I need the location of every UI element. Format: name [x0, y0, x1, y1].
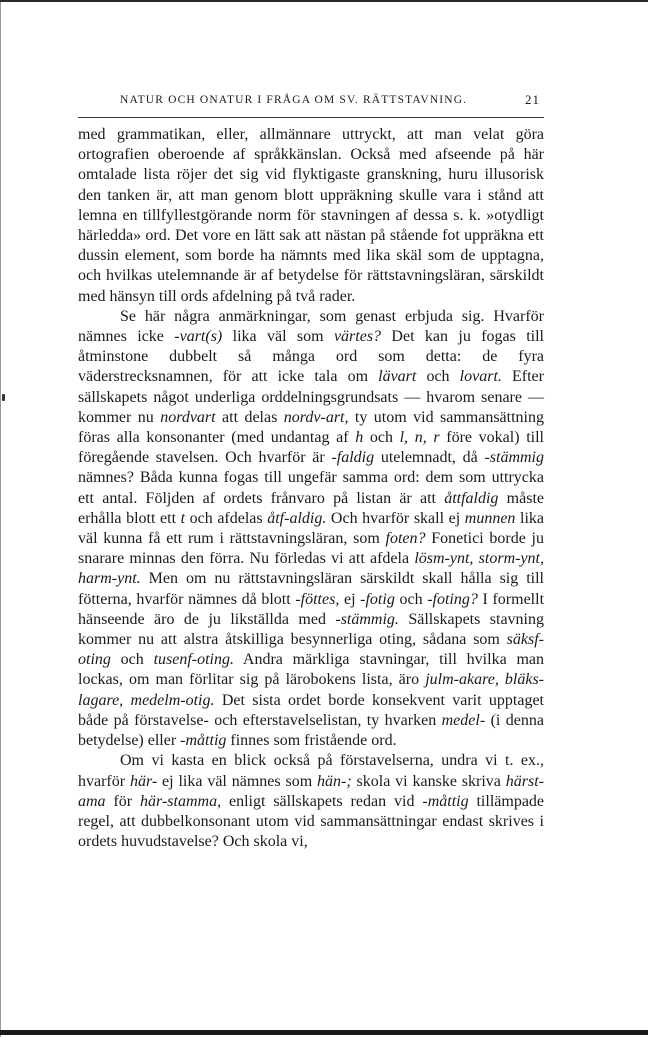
- italic-term: tusenf-oting.: [153, 651, 234, 669]
- page-number: 21: [525, 92, 540, 107]
- text-run: utelemnadt, då: [374, 449, 485, 467]
- text-run: och: [363, 429, 400, 447]
- italic-term: lovart.: [459, 368, 502, 386]
- italic-term: -fotig: [360, 590, 395, 608]
- running-head: [108, 92, 540, 110]
- italic-term: -måttig: [422, 792, 469, 810]
- paragraph: [78, 307, 544, 751]
- italic-term: julm-akare, bläks-lagare, medelm-otig.: [78, 671, 545, 709]
- italic-term: härst-ama: [78, 772, 544, 810]
- text-run: Sällskapets stavning kommer nu att alstra åtskilliga besynnerliga oting, sådana som: [78, 610, 544, 649]
- italic-term: åtf-aldig.: [267, 509, 327, 527]
- text-run: före vokal) till föregående stavelsen. Och hvarför är: [78, 429, 544, 467]
- text-run: och: [416, 368, 460, 386]
- text-run: ty utom vid sammansättning föras alla konsonanter (med undantag af: [78, 408, 544, 447]
- text-run: Fonetici borde ju snarare minnas den förra. Nu förledas vi att afdela: [78, 530, 545, 568]
- italic-term: -stämmig: [484, 449, 544, 467]
- paragraph: [78, 125, 544, 307]
- text-run: (i denna betydelse) eller: [78, 711, 544, 750]
- italic-term: -måttig: [180, 732, 227, 750]
- italic-term: nordvart: [160, 408, 216, 426]
- text-run: Se här några anmärkningar, som genast erbjuda sig. Hvarför nämnes icke: [78, 307, 544, 346]
- text-run: ej: [339, 590, 361, 608]
- text-run: Det kan ju fogas till åtminstone dubbelt så många ord som detta: de fyra väderstrecksnamnen, för att icke tala om: [78, 328, 544, 386]
- italic-term: -vart(s): [174, 328, 223, 346]
- italic-term: foten?: [385, 530, 426, 548]
- italic-term: -faldig: [331, 449, 375, 467]
- italic-term: lävart: [378, 368, 417, 386]
- italic-term: h: [355, 429, 364, 447]
- text-run: enligt sällskapets redan vid: [221, 792, 423, 810]
- body-text: [78, 125, 544, 852]
- running-head-title: NATUR OCH ONATUR I FRÅGA OM SV. RÄTTSTAVNING.: [120, 94, 468, 106]
- text-run: I formellt hänseende äro de ju likställda med: [78, 590, 545, 628]
- text-run: Andra märkliga stavningar, till hvilka man lockas, om man förlitar sig på lärobokens lista, äro: [78, 651, 544, 689]
- italic-term: åttfaldig: [444, 489, 499, 507]
- text-run: lika väl kunna få ett rum i rättstavningsläran, som: [78, 509, 544, 548]
- italic-term: -föttes,: [295, 590, 340, 608]
- italic-term: värtes?: [333, 328, 382, 346]
- italic-term: hän-;: [317, 772, 352, 790]
- text-run: och: [394, 590, 428, 608]
- text-run: tillämpade regel, att dubbelkonsonant utom vid sammansättningar endast skrives i ordets huvudstavelse? Och skola vi,: [78, 792, 545, 851]
- paragraph: [78, 751, 544, 852]
- italic-term: l, n, r: [399, 429, 440, 447]
- text-run: Det sista ordet borde konsekvent varit upptaget både på förstavelse- och efterstavelselistan, ty hvarken: [78, 691, 545, 729]
- italic-term: säksf-oting: [78, 631, 544, 669]
- margin-mark: [2, 394, 5, 401]
- italic-term: t: [180, 509, 186, 527]
- bottom-page-edge: [0, 1030, 648, 1035]
- text-run: ej lika väl nämnes som: [157, 772, 318, 790]
- text-run: lika väl som: [222, 328, 334, 346]
- text-run: och: [110, 651, 154, 669]
- text-run: skola vi kanske skriva: [351, 772, 506, 790]
- text-run: Och hvarför skall ej: [326, 509, 465, 527]
- italic-term: -foting?: [427, 590, 478, 608]
- text-run: med grammatikan, eller, allmännare uttryckt, att man velat göra ortografien oberoende af språkkänslan. Också med afseende på här omtalade lista röjer det sig vid flyktigaste granskning, huru illusorisk den tanken är, att man genom blott uppräkning skulle vara i stånd att lemna en tillfyllestgörande norm för stavningen af dessa s. k. »otydligt härledda» ord. Det vore en lätt sak att nästan på stående fot uppräkna ett dussin element, som borde ha nämnts med lika skäl som de upptagna, och hvilkas utelemnande är af betydelse för rättstavningsläran, särskildt med hänsyn till ords afdelning på två rader.: [78, 126, 544, 305]
- header-rule: [78, 117, 544, 118]
- text-run: att delas: [215, 408, 284, 426]
- italic-term: -stämmig.: [335, 610, 399, 628]
- text-run: och afdelas: [185, 509, 268, 527]
- italic-term: lösm-ynt, storm-ynt, harm-ynt.: [78, 550, 544, 588]
- text-run: Men om nu rättstavningsläran särskildt skall hålla sig till fötterna, hvarför nämnes då blott: [78, 570, 544, 608]
- text-run: Om vi kasta en blick också på förstavelserna, undra vi t. ex., hvarför: [78, 752, 544, 790]
- text-run: Efter sällskapets något underliga orddelningsgrundsats — hvarom senare — kommer nu: [78, 368, 544, 426]
- italic-term: här-: [129, 772, 158, 790]
- italic-term: munnen: [464, 509, 516, 527]
- text-run: finnes som fristående ord.: [226, 732, 397, 750]
- italic-term: nordv-art,: [283, 408, 349, 426]
- text-run: måste erhålla blott ett: [78, 489, 544, 527]
- text-run: nämnes? Båda kunna fogas till ungefär samma ord: dem som uttrycka ett antal. Följden af ordets frånvaro på listan är att: [78, 469, 544, 507]
- page-left-edge: [0, 0, 1, 1037]
- top-page-edge: [0, 0, 648, 2]
- italic-term: medel-: [441, 711, 486, 729]
- text-run: för: [105, 792, 141, 810]
- italic-term: här-stamma,: [140, 792, 222, 810]
